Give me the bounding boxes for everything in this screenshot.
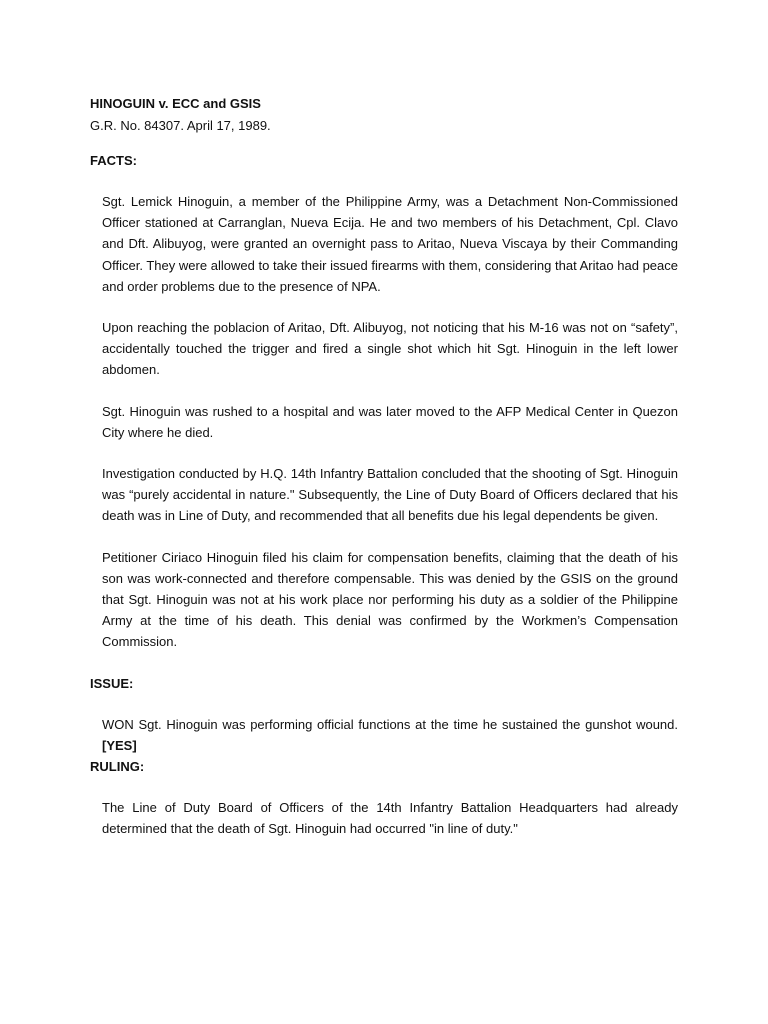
ruling-paragraph: The Line of Duty Board of Officers of the 14th Infantry Battalion Headquarters had already determined that the death of Sgt. Hinoguin had occurred "in line of duty." <box>102 800 678 837</box>
issue-heading: ISSUE: <box>90 675 134 691</box>
issue-text: WON Sgt. Hinoguin was performing official functions at the time he sustained the gunshot wound. <box>102 716 678 732</box>
facts-paragraph: Upon reaching the poblacion of Aritao, Dft. Alibuyog, not noticing that his M-16 was not on “safety”, accidentally touched the trigger and fired a single shot which hit Sgt. Hinoguin in the left lower abdomen. <box>102 320 678 378</box>
issue-paragraph <box>102 714 678 756</box>
facts-paragraph: Investigation conducted by H.Q. 14th Infantry Battalion concluded that the shooting of Sgt. Hinoguin was “purely accidental in nature." Subsequently, the Line of Duty Board of Officers declared that his death was in Line of Duty, and recommended that all benefits due his legal dependents be given. <box>102 466 678 524</box>
case-title: HINOGUIN v. ECC and GSIS <box>90 96 261 111</box>
facts-section <box>90 191 678 653</box>
facts-paragraph: Petitioner Ciriaco Hinoguin filed his claim for compensation benefits, claiming that the death of his son was work-connected and therefore compensable. This was denied by the GSIS on the ground that Sgt. Hinoguin was not at his work place nor performing his duty as a soldier of the Philippine Army at the time of his death. This denial was confirmed by the Workmen’s Compensation Commission. <box>102 549 678 650</box>
ruling-heading: RULING: <box>90 759 145 775</box>
facts-heading: FACTS: <box>90 153 137 168</box>
facts-paragraph: Sgt. Hinoguin was rushed to a hospital and was later moved to the AFP Medical Center in Quezon City where he died. <box>102 403 678 440</box>
facts-paragraph: Sgt. Lemick Hinoguin, a member of the Philippine Army, was a Detachment Non-Commissioned Officer stationed at Carranglan, Nueva Ecija. He and two members of his Detachment, Cpl. Clavo and Dft. Alibuyog, were granted an overnight pass to Aritao, Nueva Viscaya by their Commanding Officer. They were allowed to take their issued firearms with them, considering that Aritao had peace and order problems due to the presence of NPA. <box>102 194 678 294</box>
issue-answer: [YES] <box>102 737 137 753</box>
case-header <box>90 93 678 137</box>
case-citation: G.R. No. 84307. April 17, 1989. <box>90 118 271 133</box>
